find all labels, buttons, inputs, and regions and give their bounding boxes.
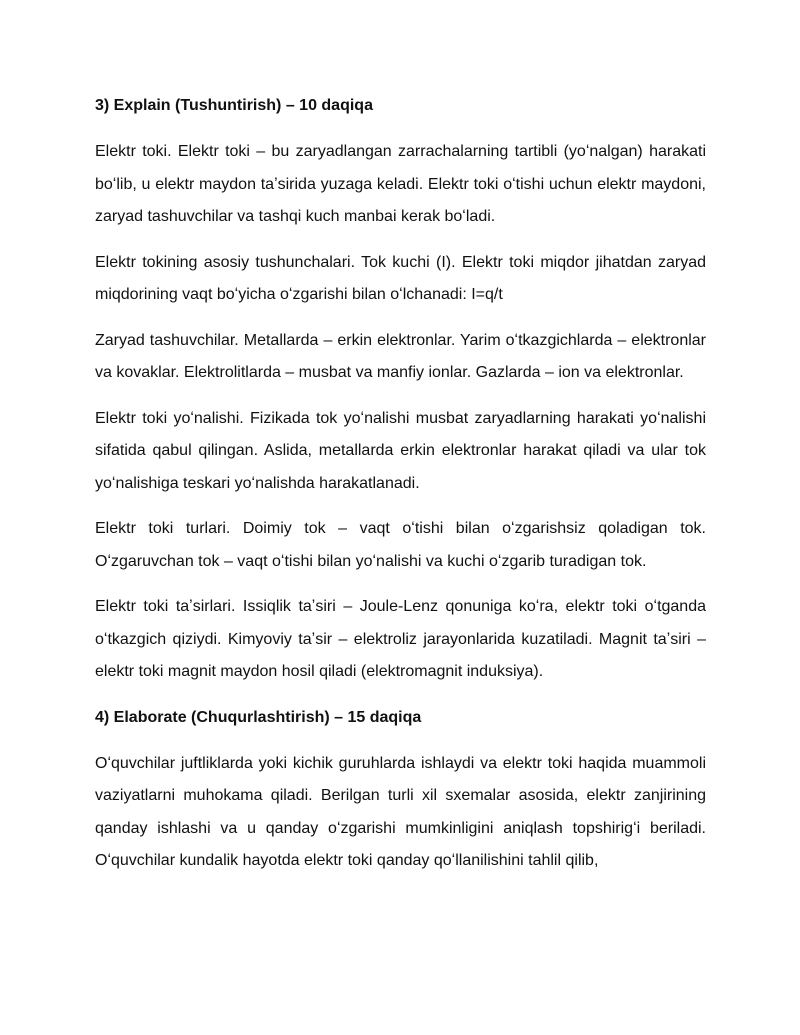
section-heading-explain: 3) Explain (Tushuntirish) – 10 daqiqa bbox=[95, 97, 373, 114]
paragraph-tok-turlari: Elektr toki turlari. Doimiy tok – vaqt oʻtishi bilan oʻzgarishsiz qoladigan tok. Oʻzgaruvchan tok – vaqt oʻtishi bilan yoʻnalishi va kuchi oʻzgarib turadigan tok. bbox=[95, 520, 706, 570]
paragraph-tok-yonalishi: Elektr toki yoʻnalishi. Fizikada tok yoʻnalishi musbat zaryadlarning harakati yoʻnalishi sifatida qabul qilingan. Aslida, metallarda erkin elektronlar harakat qiladi va ular tok yoʻnalishiga teskari yoʻnalishda harakatlanadi. bbox=[95, 409, 706, 492]
section-heading-elaborate: 4) Elaborate (Chuqurlashtirish) – 15 daqiqa bbox=[95, 708, 422, 726]
paragraph-asosiy-tushunchalar: Elektr tokining asosiy tushunchalari. Tok kuchi (I). Elektr toki miqdor jihatdan zaryad miqdorining vaqt boʻyicha oʻzgarishi bilan oʻlchanadi: I=q/t bbox=[95, 253, 706, 303]
document-page bbox=[95, 90, 706, 891]
paragraph-elaborate-activity: Oʻquvchilar juftliklarda yoki kichik guruhlarda ishlaydi va elektr toki haqida muammoli vaziyatlarni muhokama qiladi. Berilgan turli xil sxemalar asosida, elektr zanjirining qanday ishlashi va u qanday oʻzgarishi mumkinligini aniqlash topshirigʻi beriladi. Oʻquvchilar kundalik hayotda elektr toki qanday qoʻllanilishini tahlil qilib, bbox=[95, 754, 706, 869]
paragraph-zaryad-tashuvchilar: Zaryad tashuvchilar. Metallarda – erkin elektronlar. Yarim oʻtkazgichlarda – elektronlar va kovaklar. Elektrolitlarda – musbat va manfiy ionlar. Gazlarda – ion va elektronlar. bbox=[95, 331, 706, 381]
paragraph-tok-tasirlari: Elektr toki taʼsirlari. Issiqlik taʼsiri – Joule-Lenz qonuniga koʻra, elektr toki oʻtganda oʻtkazgich qiziydi. Kimyoviy taʼsir – elektroliz jarayonlarida kuzatiladi. Magnit taʼsiri – elektr toki magnit maydon hosil qiladi (elektromagnit induksiya). bbox=[95, 598, 706, 680]
paragraph-elektr-toki: Elektr toki. Elektr toki – bu zaryadlangan zarrachalarning tartibli (yoʻnalgan) harakati boʻlib, u elektr maydon taʼsirida yuzaga keladi. Elektr toki oʻtishi uchun elektr maydoni, zaryad tashuvchilar va tashqi kuch manbai kerak boʻladi. bbox=[95, 143, 706, 225]
